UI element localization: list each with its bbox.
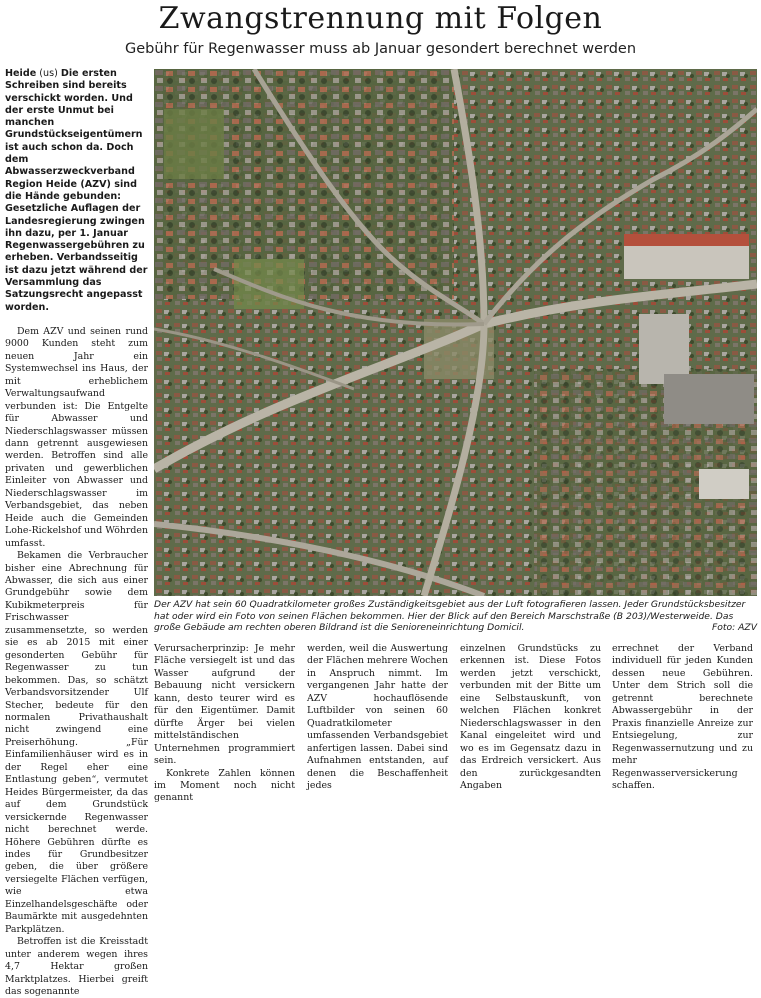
bottom-column-2 xyxy=(307,643,448,792)
bottom-column-3 xyxy=(460,643,601,792)
lead-paragraph xyxy=(5,68,148,314)
bottom-column-1 xyxy=(154,643,295,805)
headline: Zwangstrennung mit Folgen xyxy=(158,1,603,36)
body-paragraph: Dem AZV und seinen rund 9000 Kunden steht zum neuen Jahr ein Systemwechsel ins Haus, der mit erheblichem Verwaltungsaufwand verbunden ist: Die Entgelte für Abwasser und Niederschlagswasser müssen dann getrennt ausgewiesen werden. Betroffen sind alle privaten und gewerblichen Einleiter von Abwasser und Niederschlagswasser im Verbandsgebiet, das neben Heide auch die Gemeinden Lohe-Rickelshof und Wöhrden umfasst. xyxy=(5,325,148,549)
body-paragraph: errechnet der Verband individuell für jeden Kunden dessen neue Gebühren. Unter dem Strich soll die getrennt berechnete Abwassergebühr in der Praxis finanzielle Anreize zur Entsiegelung, zur Regenwassernutzung und zu mehr Regenwasserversickerung schaffen. xyxy=(612,643,753,791)
body-paragraph: werden, weil die Auswertung der Flächen mehrere Wochen in Anspruch nimmt. Im vergangenen Jahr hatte der AZV hochauflösende Luftbilder von seinen 60 Quadratkilometer umfassenden Verbandsgebiet anfertigen lassen. Dabei sind Aufnahmen entstanden, auf denen die Beschaffenheit jedes xyxy=(307,643,448,791)
subheadline: Gebühr für Regenwasser muss ab Januar gesondert berechnet werden xyxy=(124,41,637,57)
bottom-column-4 xyxy=(612,643,753,792)
photo-credit: Foto: AZV xyxy=(711,622,757,634)
body-paragraph: Bekamen die Verbraucher bisher eine Abrechnung für Abwasser, die sich aus einer Grundgebühr sowie dem Kubikmeterpreis für Frischwasser zusammensetzte, so werden sie es ab 2015 mit einer gesonderten Gebühr für Regenwasser zu tun bekommen. Das, so schätzt Verbandsvorsitzender Ulf Stecher, bedeute für den normalen Privathaushalt nicht zwingend eine Preiserhöhung. „Für Einfamilienhäuser wird es in der Regel eher eine Entlastung geben“, vermutet Heides Bürgermeister, da das auf dem Grundstück versickernde Regenwasser nicht berechnet werde. Höhere Gebühren dürfte es indes für Grundbesitzer geben, die über größere versiegelte Flächen verfügen, wie etwa Einzelhandelsgeschäfte oder Baumärkte mit ausgedehnten Parkplätzen. xyxy=(5,550,148,935)
body-paragraph: Betroffen ist die Kreisstadt unter anderem wegen ihres 4,7 Hektar großen Marktplatzes. Hierbei greift das sogenannte xyxy=(5,936,148,997)
lead-author: (us) xyxy=(39,68,58,79)
aerial-photo-image xyxy=(154,69,757,596)
left-column xyxy=(5,68,148,998)
body-paragraph: Verursacherprinzip: Je mehr Fläche versiegelt ist und das Wasser aufgrund der Bebauung nicht versickern kann, desto teurer wird es für den Eigentümer. Damit dürfte Ärger bei vielen mittelständischen Unternehmen programmiert sein. xyxy=(154,643,295,767)
lead-place: Heide xyxy=(5,68,37,79)
aerial-photo xyxy=(154,69,757,596)
body-paragraph: einzelnen Grundstücks zu erkennen ist. Diese Fotos werden jetzt verschickt, verbunden mit der Bitte um eine Selbstauskunft, von welchen Flächen konkret Niederschlagswasser in den Kanal eingeleitet wird und wo es im Gegensatz dazu in das Erdreich versickert. Aus den zurückgesandten Angaben xyxy=(460,643,601,791)
photo-caption-text: Der AZV hat sein 60 Quadratkilometer großes Zuständigkeitsgebiet aus der Luft fotografieren lassen. Jeder Grundstücksbesitzer hat oder wird ein Foto von seinen Flächen bekommen. Hier der Blick auf den Bereich Marschstraße (B 203)/Westerweide. Das große Gebäude am rechten oberen Bildrand ist die Senioreneinrichtung Domicil. xyxy=(154,599,746,634)
body-paragraph: Konkrete Zahlen können im Moment noch nicht genannt xyxy=(154,767,295,804)
photo-caption xyxy=(154,599,757,634)
lead-text: Die ersten Schreiben sind bereits verschickt worden. Und der erste Unmut bei manchen Grundstückseigentümern ist auch schon da. Doch dem Abwasserzweckverband Region Heide (AZV) sind die Hände gebunden: Gesetzliche Auflagen der Landesregierung zwingen ihn dazu, per 1. Januar Regenwassergebühren zu erheben. Verbandsseitig ist dazu jetzt während der Versammlung das Satzungsrecht angepasst worden. xyxy=(5,68,148,313)
